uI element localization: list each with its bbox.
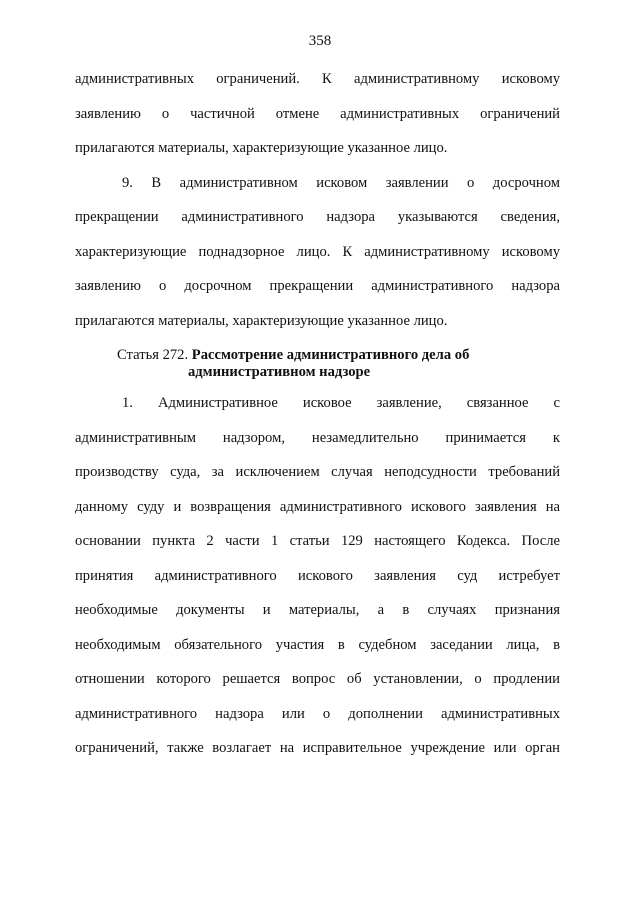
text-line: 9. В административном исковом заявлении о досрочном <box>122 174 560 191</box>
article-title-part-1: Рассмотрение административного дела об <box>191 347 470 363</box>
text-line: необходимым обязательного участия в судебном заседании лица, в <box>75 636 560 653</box>
article-heading-line-2 <box>117 364 560 381</box>
text-line: прилагаются материалы, характеризующие указанное лицо. <box>75 140 448 156</box>
text-line: административным надзором, незамедлительно принимается к <box>75 429 560 446</box>
article-prefix: Статья 272. <box>117 347 189 363</box>
text-line: заявлению о досрочном прекращении административного надзора <box>75 278 560 294</box>
article-title-part-2: административном надзоре <box>188 364 371 380</box>
text-line: необходимые документы и материалы, а в случаях признания <box>75 602 560 618</box>
text-line: ограничений, также возлагает на исправительное учреждение или орган <box>75 740 560 756</box>
article-heading-line-1 <box>117 347 560 364</box>
text-line: 1. Административное исковое заявление, связанное с <box>122 395 560 411</box>
text-line: отношении которого решается вопрос об установлении, о продлении <box>75 671 560 687</box>
text-line: административного надзора или о дополнении административных <box>75 705 560 722</box>
document-body <box>75 69 560 773</box>
paragraph-1 <box>75 69 560 173</box>
article-heading <box>75 347 560 381</box>
text-line: принятия административного искового заявления суд истребует <box>75 567 560 584</box>
paragraph-2 <box>75 173 560 346</box>
text-line: прекращении административного надзора указываются сведения, <box>75 209 560 225</box>
text-line: данному суду и возвращения административного искового заявления на <box>75 498 560 515</box>
text-line: производству суда, за исключением случая неподсудности требований <box>75 464 560 480</box>
text-line: характеризующие поднадзорное лицо. К административному исковому <box>75 243 560 260</box>
page-number: 358 <box>308 33 332 49</box>
text-line: основании пункта 2 части 1 статьи 129 настоящего Кодекса. После <box>75 533 560 549</box>
text-line: прилагаются материалы, характеризующие указанное лицо. <box>75 312 448 329</box>
paragraph-3 <box>75 393 560 773</box>
text-line: заявлению о частичной отмене административных ограничений <box>75 105 560 122</box>
text-line: административных ограничений. К административному исковому <box>75 71 560 87</box>
